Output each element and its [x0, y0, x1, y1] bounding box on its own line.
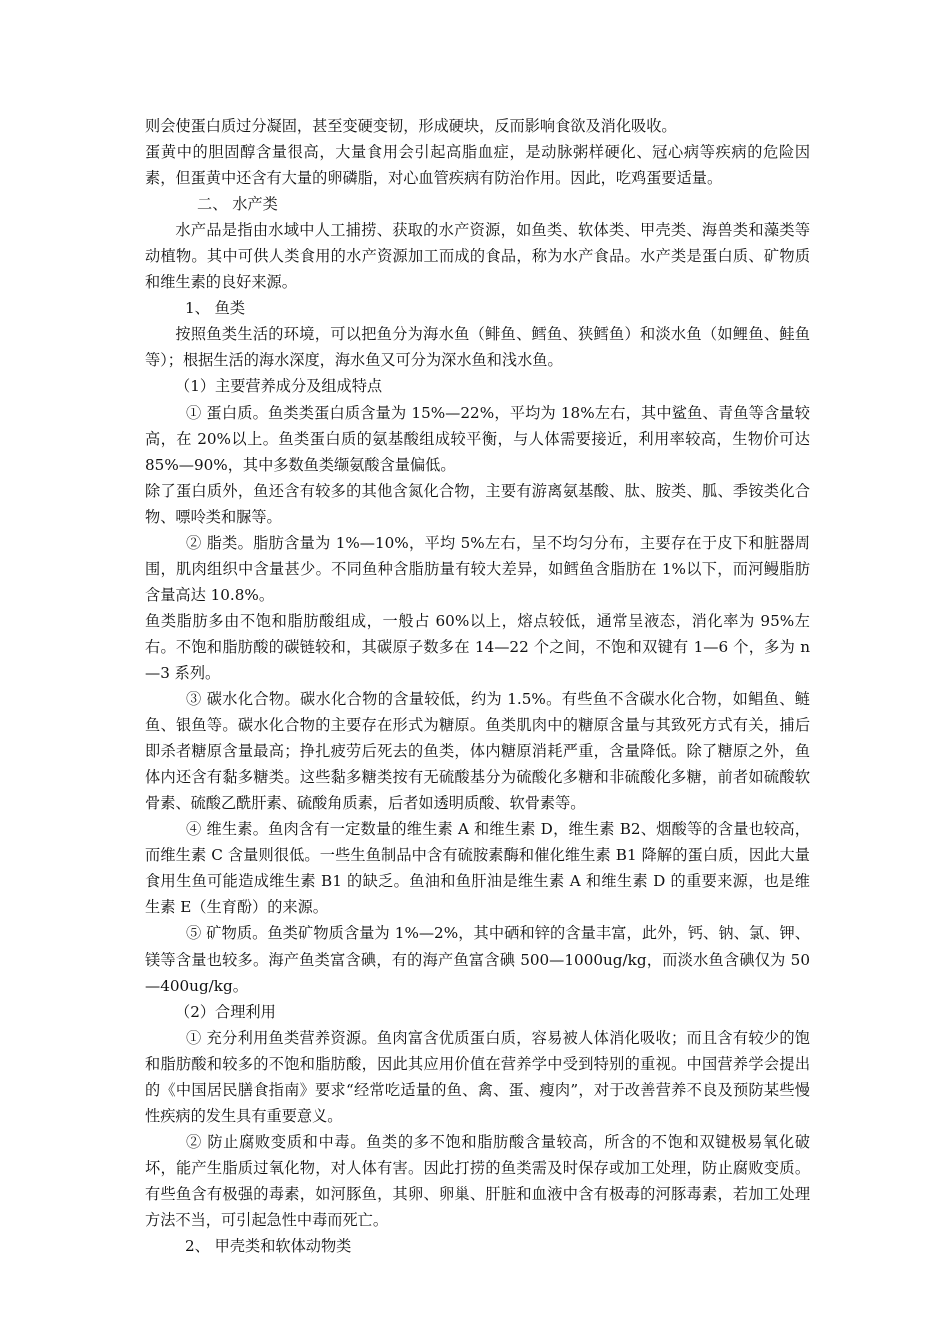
subheading-rational-use: （2）合理利用 — [175, 1002, 276, 1021]
paragraph-nitrogen-compounds: 除了蛋白质外，鱼还含有较多的其他含氮化合物，主要有游离氨基酸、肽、胺类、胍、季铵类化合物、嘌呤类和脲等。 — [145, 481, 810, 526]
paragraph-use-resources: ① 充分利用鱼类营养资源。鱼肉富含优质蛋白质，容易被人体消化吸收；而且含有较少的饱和脂肪酸和较多的不饱和脂肪酸，因此其应用价值在营养学中受到特别的重视。中国营养学会提出的《中国居民膳食指南》要求“经常吃适量的鱼、禽、蛋、瘦肉”，对于改善营养不良及预防某些慢性疾病的发生具有重要意义。 — [145, 1028, 810, 1125]
paragraph-lipids: ② 脂类。脂肪含量为 1%—10%，平均 5%左右，呈不均匀分布，主要存在于皮下和脏器周围，肌肉组织中含量甚少。不同鱼种含脂肪量有较大差异，如鳕鱼含脂肪在 1%以下，而河鳗脂肪含量高达 10.8%。 — [145, 533, 810, 604]
paragraph-egg-cooking: 则会使蛋白质过分凝固，甚至变硬变韧，形成硬块，反而影响食欲及消化吸收。 — [145, 117, 677, 135]
paragraph-minerals: ⑤ 矿物质。鱼类矿物质含量为 1%—2%，其中硒和锌的含量丰富，此外，钙、钠、氯、钾、镁等含量也较多。海产鱼类富含碘，有的海产鱼富含碘 500—1000ug/kg，而淡水鱼含碘仅为 50—400ug/kg。 — [145, 924, 810, 995]
paragraph-aquatic-intro: 水产品是指由水域中人工捕捞、获取的水产资源，如鱼类、软体类、甲壳类、海兽类和藻类等动植物。其中可供人类食用的水产资源加工而成的食品，称为水产食品。水产类是蛋白质、矿物质和维生素的良好来源。 — [145, 221, 810, 292]
paragraph-protein: ① 蛋白质。鱼类类蛋白质含量为 15%—22%，平均为 18%左右，其中鲨鱼、青鱼等含量较高，在 20%以上。鱼类蛋白质的氨基酸组成较平衡，与人体需要接近，利用率较高，生物价可达 85%—90%，其中多数鱼类缬氨酸含量偏低。 — [145, 403, 810, 474]
paragraph-carbohydrates: ③ 碳水化合物。碳水化合物的含量较低，约为 1.5%。有些鱼不含碳水化合物，如鲳鱼、鲢鱼、银鱼等。碳水化合物的主要存在形式为糖原。鱼类肌肉中的糖原含量与其致死方式有关，捕后即杀者糖原含量最高；挣扎疲劳后死去的鱼类，体内糖原消耗严重，含量降低。除了糖原之外，鱼体内还含有黏多糖类。这些黏多糖类按有无硫酸基分为硫酸化多糖和非硫酸化多糖，前者如硫酸软骨素、硫酸乙酰肝素、硫酸角质素，后者如透明质酸、软骨素等。 — [145, 690, 810, 813]
subheading-nutrients: （1）主要营养成分及组成特点 — [175, 377, 383, 396]
paragraph-fatty-acids: 鱼类脂肪多由不饱和脂肪酸组成，一般占 60%以上，熔点较低，通常呈液态，消化率为 95%左右。不饱和脂肪酸的碳链较和，其碳原子数多在 14—22 个之间，不饱和双键有 1—6 个，多为 n—3 系列。 — [145, 611, 810, 682]
paragraph-prevent-spoilage: ② 防止腐败变质和中毒。鱼类的多不饱和脂肪酸含量较高，所含的不饱和双键极易氧化破坏，能产生脂质过氧化物，对人体有害。因此打捞的鱼类需及时保存或加工处理，防止腐败变质。有些鱼含有极强的毒素，如河豚鱼，其卵、卵巢、肝脏和血液中含有极毒的河豚毒素，若加工处理方法不当，可引起急性中毒而死亡。 — [145, 1132, 810, 1229]
paragraph-fish-classification: 按照鱼类生活的环境，可以把鱼分为海水鱼（鲱鱼、鳕鱼、狭鳕鱼）和淡水鱼（如鲤鱼、鲑鱼等）；根据生活的海水深度，海水鱼又可分为深水鱼和浅水鱼。 — [145, 325, 810, 370]
paragraph-egg-yolk-cholesterol: 蛋黄中的胆固醇含量很高，大量食用会引起高脂血症，是动脉粥样硬化、冠心病等疾病的危险因素，但蛋黄中还含有大量的卵磷脂，对心血管疾病有防治作用。因此，吃鸡蛋要适量。 — [145, 143, 810, 188]
paragraph-vitamins: ④ 维生素。鱼肉含有一定数量的维生素 A 和维生素 D，维生素 B2、烟酸等的含量也较高，而维生素 C 含量则很低。一些生鱼制品中含有硫胺素酶和催化维生素 B1 降解的蛋白质，因此大量食用生鱼可能造成维生素 B1 的缺乏。鱼油和鱼肝油是维生素 A 和维生素 D 的重要来源，也是维生素 E（生育酚）的来源。 — [145, 820, 810, 917]
section-heading-aquatic: 二、 水产类 — [197, 195, 278, 214]
document-page — [145, 113, 810, 1259]
subsection-heading-fish: 1、 鱼类 — [185, 299, 246, 318]
subsection-heading-crustaceans: 2、 甲壳类和软体动物类 — [185, 1237, 352, 1256]
